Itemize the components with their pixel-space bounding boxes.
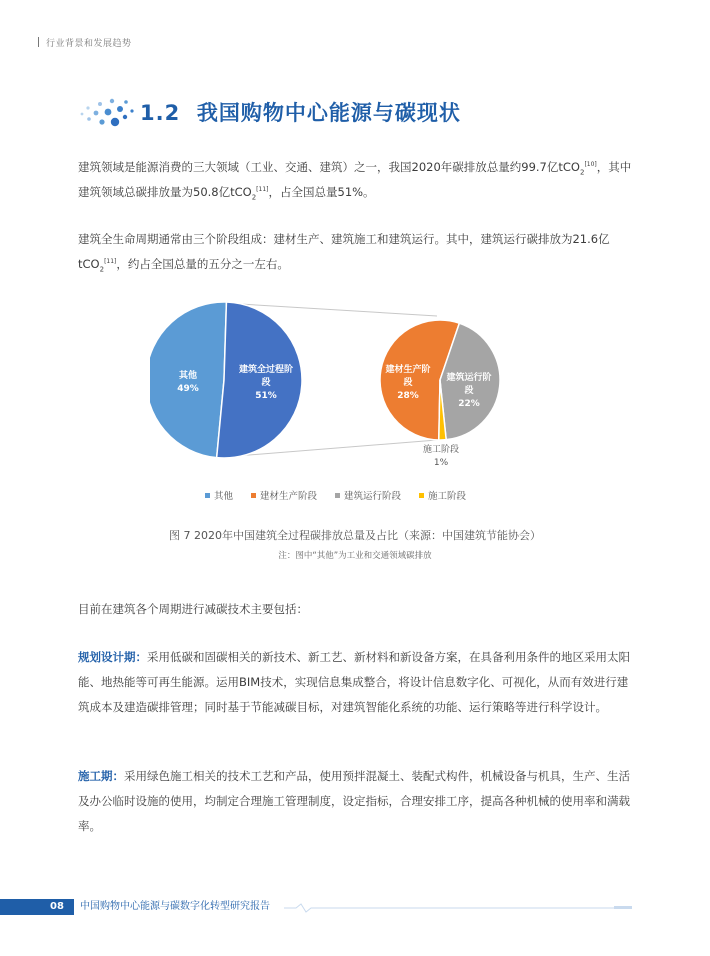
- subscript: 2: [99, 265, 105, 274]
- legend-item: [335, 488, 401, 502]
- section-name: 行业背景和发展趋势: [46, 39, 132, 49]
- page-number: 08: [50, 901, 64, 912]
- slice-building-lifecycle: [217, 302, 302, 458]
- text-run: ，占全国总量51%。: [268, 185, 375, 199]
- term-planning: 规划设计期：: [78, 650, 147, 664]
- bar-of-pie-chart: [150, 292, 550, 482]
- figure-note: 注：图中“其他”为工业和交通领域碳排放: [278, 551, 432, 561]
- paragraph-lifecycle-stages: [78, 227, 638, 277]
- legend-item: [419, 488, 466, 502]
- section-title-text: 我国购物中心能源与碳现状: [196, 101, 461, 125]
- subscript: 2: [251, 193, 257, 202]
- chart-legend: [205, 488, 466, 502]
- slice-label-building-operation: 建筑运行阶段 22%: [446, 373, 492, 409]
- legend-label: 建材生产阶段: [260, 491, 318, 502]
- legend-swatch: [205, 493, 210, 498]
- text-run: ，约占全国总量的五分之一左右。: [116, 257, 289, 271]
- slice-label-other: 其他 49%: [177, 371, 199, 394]
- section-heading: [78, 92, 461, 132]
- section-title: [140, 97, 461, 127]
- slice-label-building-lifecycle: 建筑全过程阶段 51%: [238, 365, 294, 401]
- subscript: 2: [579, 168, 585, 177]
- paragraph-planning-phase: [78, 645, 638, 720]
- citation-ref: [10]: [584, 161, 597, 169]
- slice-label-material-production: 建材生产阶段 28%: [385, 365, 431, 401]
- legend-item: [251, 488, 317, 502]
- legend-item: [205, 488, 233, 502]
- text-run: 建筑领域是能源消费的三大领域（工业、交通、建筑）之一，我国2020年碳排放总量约99.7亿tCO: [78, 160, 580, 174]
- report-title: 中国购物中心能源与碳数字化转型研究报告: [80, 901, 270, 912]
- footer-decorative-line: [284, 903, 634, 913]
- legend-swatch: [335, 493, 340, 498]
- section-number: 1.2: [140, 101, 181, 125]
- legend-swatch: [419, 493, 424, 498]
- figure-caption: 图 7 2020年中国建筑全过程碳排放总量及占比（来源：中国建筑节能协会）: [169, 529, 541, 542]
- legend-label: 建筑运行阶段: [344, 491, 402, 502]
- legend-label: 其他: [214, 491, 234, 502]
- text-run: 采用绿色施工相关的技术工艺和产品，使用预拌混凝土、装配式构件，机械设备与机具，生产、生活及办公临时设施的使用，均制定合理施工管理制度，设定指标，合理安排工序，提高各种机械的使用率和满载率。: [78, 769, 630, 833]
- header-divider: [38, 37, 39, 47]
- citation-ref: [11]: [104, 258, 117, 266]
- citation-ref: [11]: [256, 186, 269, 194]
- paragraph-construction-phase: [78, 764, 638, 839]
- text-run: 采用低碳和固碳相关的新技术、新工艺、新材料和新设备方案，在具备利用条件的地区采用太阳能、地热能等可再生能源。运用BIM技术，实现信息集成整合，将设计信息数字化、可视化，从而有效进行建筑成本及建造碳排管理；同时基于节能减碳目标，对建筑智能化系统的功能、运行策略等进行科学设计。: [78, 650, 630, 714]
- text-run: 建筑全生命周期通常由三个阶段组成：建材生产、建筑施工和建筑运行。其中，建筑运行碳排放为21.6亿tCO: [78, 232, 610, 271]
- text-run: ，其中建筑领域总碳排放量为50.8亿tCO: [78, 160, 632, 199]
- legend-swatch: [251, 493, 256, 498]
- legend-label: 施工阶段: [428, 491, 467, 502]
- bubble-dots-icon: [78, 92, 140, 132]
- slice-label-construction: 施工阶段 1%: [422, 445, 460, 468]
- paragraph-emissions-overview: [78, 155, 638, 205]
- term-construction: 施工期：: [78, 769, 124, 783]
- paragraph-intro-techniques: 目前在建筑各个周期进行减碳技术主要包括：: [78, 602, 308, 616]
- running-header: [38, 36, 132, 49]
